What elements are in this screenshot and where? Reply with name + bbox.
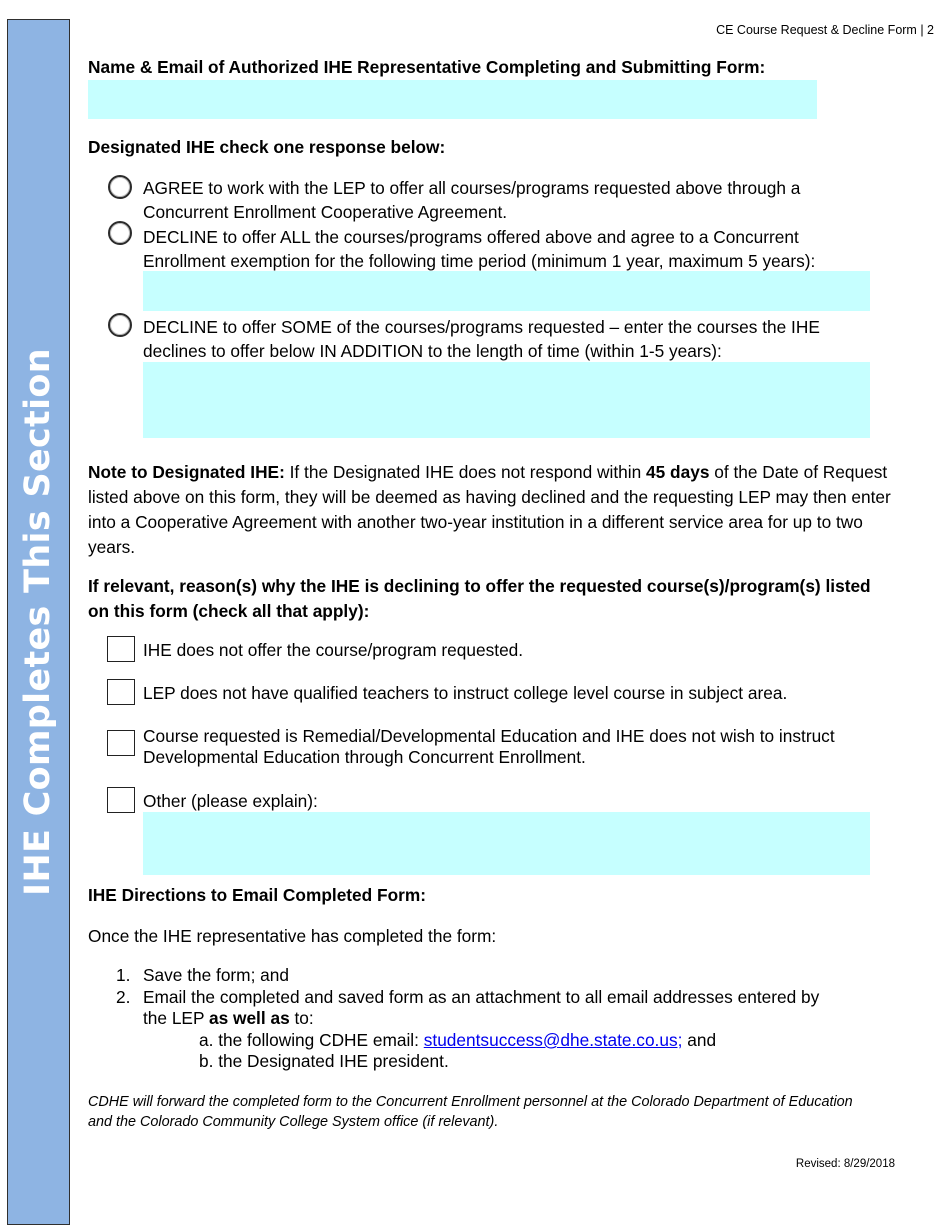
decline-all-line2: Enrollment exemption for the following time period (minimum 1 year, maximum 5 years):: [143, 251, 816, 271]
reason-no-course-checkbox[interactable]: [107, 636, 135, 662]
rep-heading: Name & Email of Authorized IHE Representative Completing and Submitting Form:: [88, 57, 766, 77]
cdhe-email-link[interactable]: studentsuccess@dhe.state.co.us;: [423, 1030, 683, 1050]
reason-remedial-checkbox[interactable]: [107, 730, 135, 756]
note-days: 45 days: [646, 462, 710, 482]
step-2-line2: [143, 1006, 314, 1030]
sub-step-a-suffix: and: [682, 1030, 717, 1050]
step-2-emphasis: as well as: [208, 1008, 290, 1028]
step-1-number: 1.: [116, 965, 131, 985]
reason-no-course-label: IHE does not offer the course/program requested.: [143, 640, 524, 660]
reason-other-label: Other (please explain):: [143, 791, 318, 811]
sub-step-a-prefix: a. the following CDHE email:: [199, 1030, 424, 1050]
note-label: Note to Designated IHE:: [88, 462, 285, 482]
reason-remedial-line1: Course requested is Remedial/Developmental Education and IHE does not wish to instruct: [143, 726, 835, 746]
agree-line2: Concurrent Enrollment Cooperative Agreement.: [143, 202, 508, 222]
step-1-text: Save the form; and: [143, 965, 290, 985]
reason-other-checkbox[interactable]: [107, 787, 135, 813]
reason-other-field[interactable]: [143, 812, 870, 875]
directions-heading: IHE Directions to Email Completed Form:: [88, 885, 426, 905]
reason-no-teachers-label: LEP does not have qualified teachers to instruct college level course in subject area.: [143, 683, 788, 703]
decline-all-radio[interactable]: [108, 221, 132, 245]
sidebar-label: IHE Completes This Section: [18, 348, 58, 896]
decline-some-courses-field[interactable]: [143, 362, 870, 438]
agree-line1: AGREE to work with the LEP to offer all courses/programs requested above through a: [143, 178, 801, 198]
reason-remedial-line2: Developmental Education through Concurrent Enrollment.: [143, 747, 586, 767]
decline-some-radio[interactable]: [108, 313, 132, 337]
responses-heading: Designated IHE check one response below:: [88, 137, 446, 157]
step-2-text-b: to:: [289, 1008, 314, 1028]
reason-no-teachers-checkbox[interactable]: [107, 679, 135, 705]
page-header: CE Course Request & Decline Form | 2: [716, 23, 934, 37]
sub-step-b: b. the Designated IHE president.: [199, 1051, 449, 1071]
decline-all-line1: DECLINE to offer ALL the courses/programs offered above and agree to a Concurrent: [143, 227, 799, 247]
decline-some-line1: DECLINE to offer SOME of the courses/programs requested – enter the courses the IHE: [143, 317, 820, 337]
rep-name-email-field[interactable]: [88, 80, 817, 119]
note-text-a: If the Designated IHE does not respond within: [284, 462, 647, 482]
step-2-line1: Email the completed and saved form as an attachment to all email addresses entered by: [143, 987, 820, 1007]
decline-all-period-field[interactable]: [143, 271, 870, 311]
note-text-b: of the Date of Request listed above on this form, they will be deemed as having declined and the requesting LEP may then enter into a Cooperative Agreement with another two-year institution in a different service area for up to two years.: [88, 462, 891, 557]
reasons-heading: If relevant, reason(s) why the IHE is declining to offer the requested course(s)/program(s) listed on this form (check all that apply):: [88, 576, 871, 621]
agree-radio[interactable]: [108, 175, 132, 199]
step-2-text-a: the LEP: [143, 1008, 209, 1028]
note-paragraph: [88, 460, 893, 560]
step-2-number: 2.: [116, 987, 131, 1007]
directions-intro: Once the IHE representative has completed the form:: [88, 926, 497, 946]
footnote: CDHE will forward the completed form to the Concurrent Enrollment personnel at the Colorado Department of Education and the Colorado Community College System office (if relevant).: [88, 1094, 853, 1130]
revised-date: Revised: 8/29/2018: [795, 1158, 895, 1170]
decline-some-line2: declines to offer below IN ADDITION to the length of time (within 1-5 years):: [143, 341, 722, 361]
